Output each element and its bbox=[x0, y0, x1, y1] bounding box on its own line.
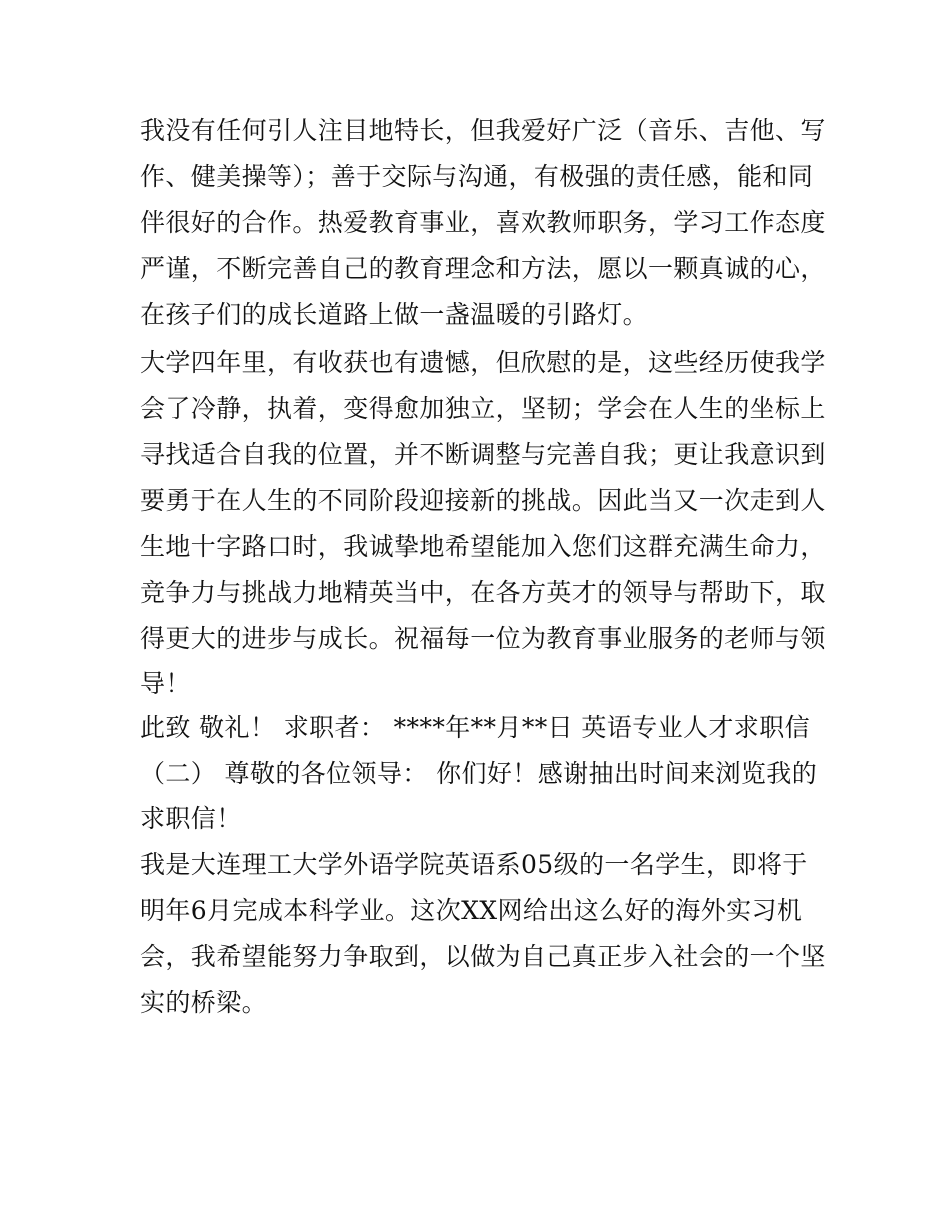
text-line: 生地十字路口时，我诚挚地希望能加入您们这群充满生命力， bbox=[140, 532, 826, 561]
text-line: 竞争力与挑战力地精英当中，在各方英才的领导与帮助下，取 bbox=[140, 578, 826, 607]
text-line: 得更大的进步与成长。祝福每一位为教育事业服务的老师与领 bbox=[140, 624, 826, 653]
text-line: 伴很好的合作。热爱教育事业，喜欢教师职务，学习工作态度 bbox=[140, 208, 826, 237]
text-line: 我没有任何引人注目地特长，但我爱好广泛（音乐、吉他、写 bbox=[140, 116, 826, 145]
text-line: 会，我希望能努力争取到，以做为自己真正步入社会的一个坚 bbox=[140, 942, 826, 971]
text-line: （二） 尊敬的各位领导： 你们好！感谢抽出时间来浏览我的 bbox=[140, 759, 818, 788]
text-line: 寻找适合自我的位置，并不断调整与完善自我；更让我意识到 bbox=[140, 440, 826, 469]
text-line: 明年6月完成本科学业。这次XX网给出这么好的海外实习机 bbox=[140, 896, 803, 925]
paragraph-closing-and-second-letter bbox=[140, 705, 818, 840]
paragraph-university-years bbox=[140, 340, 826, 705]
text-line: 此致 敬礼！ 求职者： ****年**月**日 英语专业人才求职信 bbox=[140, 713, 810, 742]
document-page bbox=[140, 108, 826, 1026]
text-line: 实的桥梁。 bbox=[140, 988, 268, 1017]
text-line: 作、健美操等）；善于交际与沟通，有极强的责任感，能和同 bbox=[140, 162, 814, 191]
text-line: 在孩子们的成长道路上做一盏温暖的引路灯。 bbox=[140, 300, 649, 329]
text-line: 严谨，不断完善自己的教育理念和方法，愿以一颗真诚的心， bbox=[140, 254, 826, 283]
text-line: 导！ bbox=[140, 669, 191, 698]
text-line: 求职信！ bbox=[140, 804, 242, 833]
text-line: 我是大连理工大学外语学院英语系05级的一名学生，即将于 bbox=[140, 850, 808, 879]
paragraph-introduction bbox=[140, 842, 826, 1026]
paragraph-specialties bbox=[140, 108, 826, 338]
text-line: 大学四年里，有收获也有遗憾，但欣慰的是，这些经历使我学 bbox=[140, 348, 826, 377]
text-line: 会了冷静，执着，变得愈加独立，坚韧；学会在人生的坐标上 bbox=[140, 394, 826, 423]
text-line: 要勇于在人生的不同阶段迎接新的挑战。因此当又一次走到人 bbox=[140, 486, 826, 515]
